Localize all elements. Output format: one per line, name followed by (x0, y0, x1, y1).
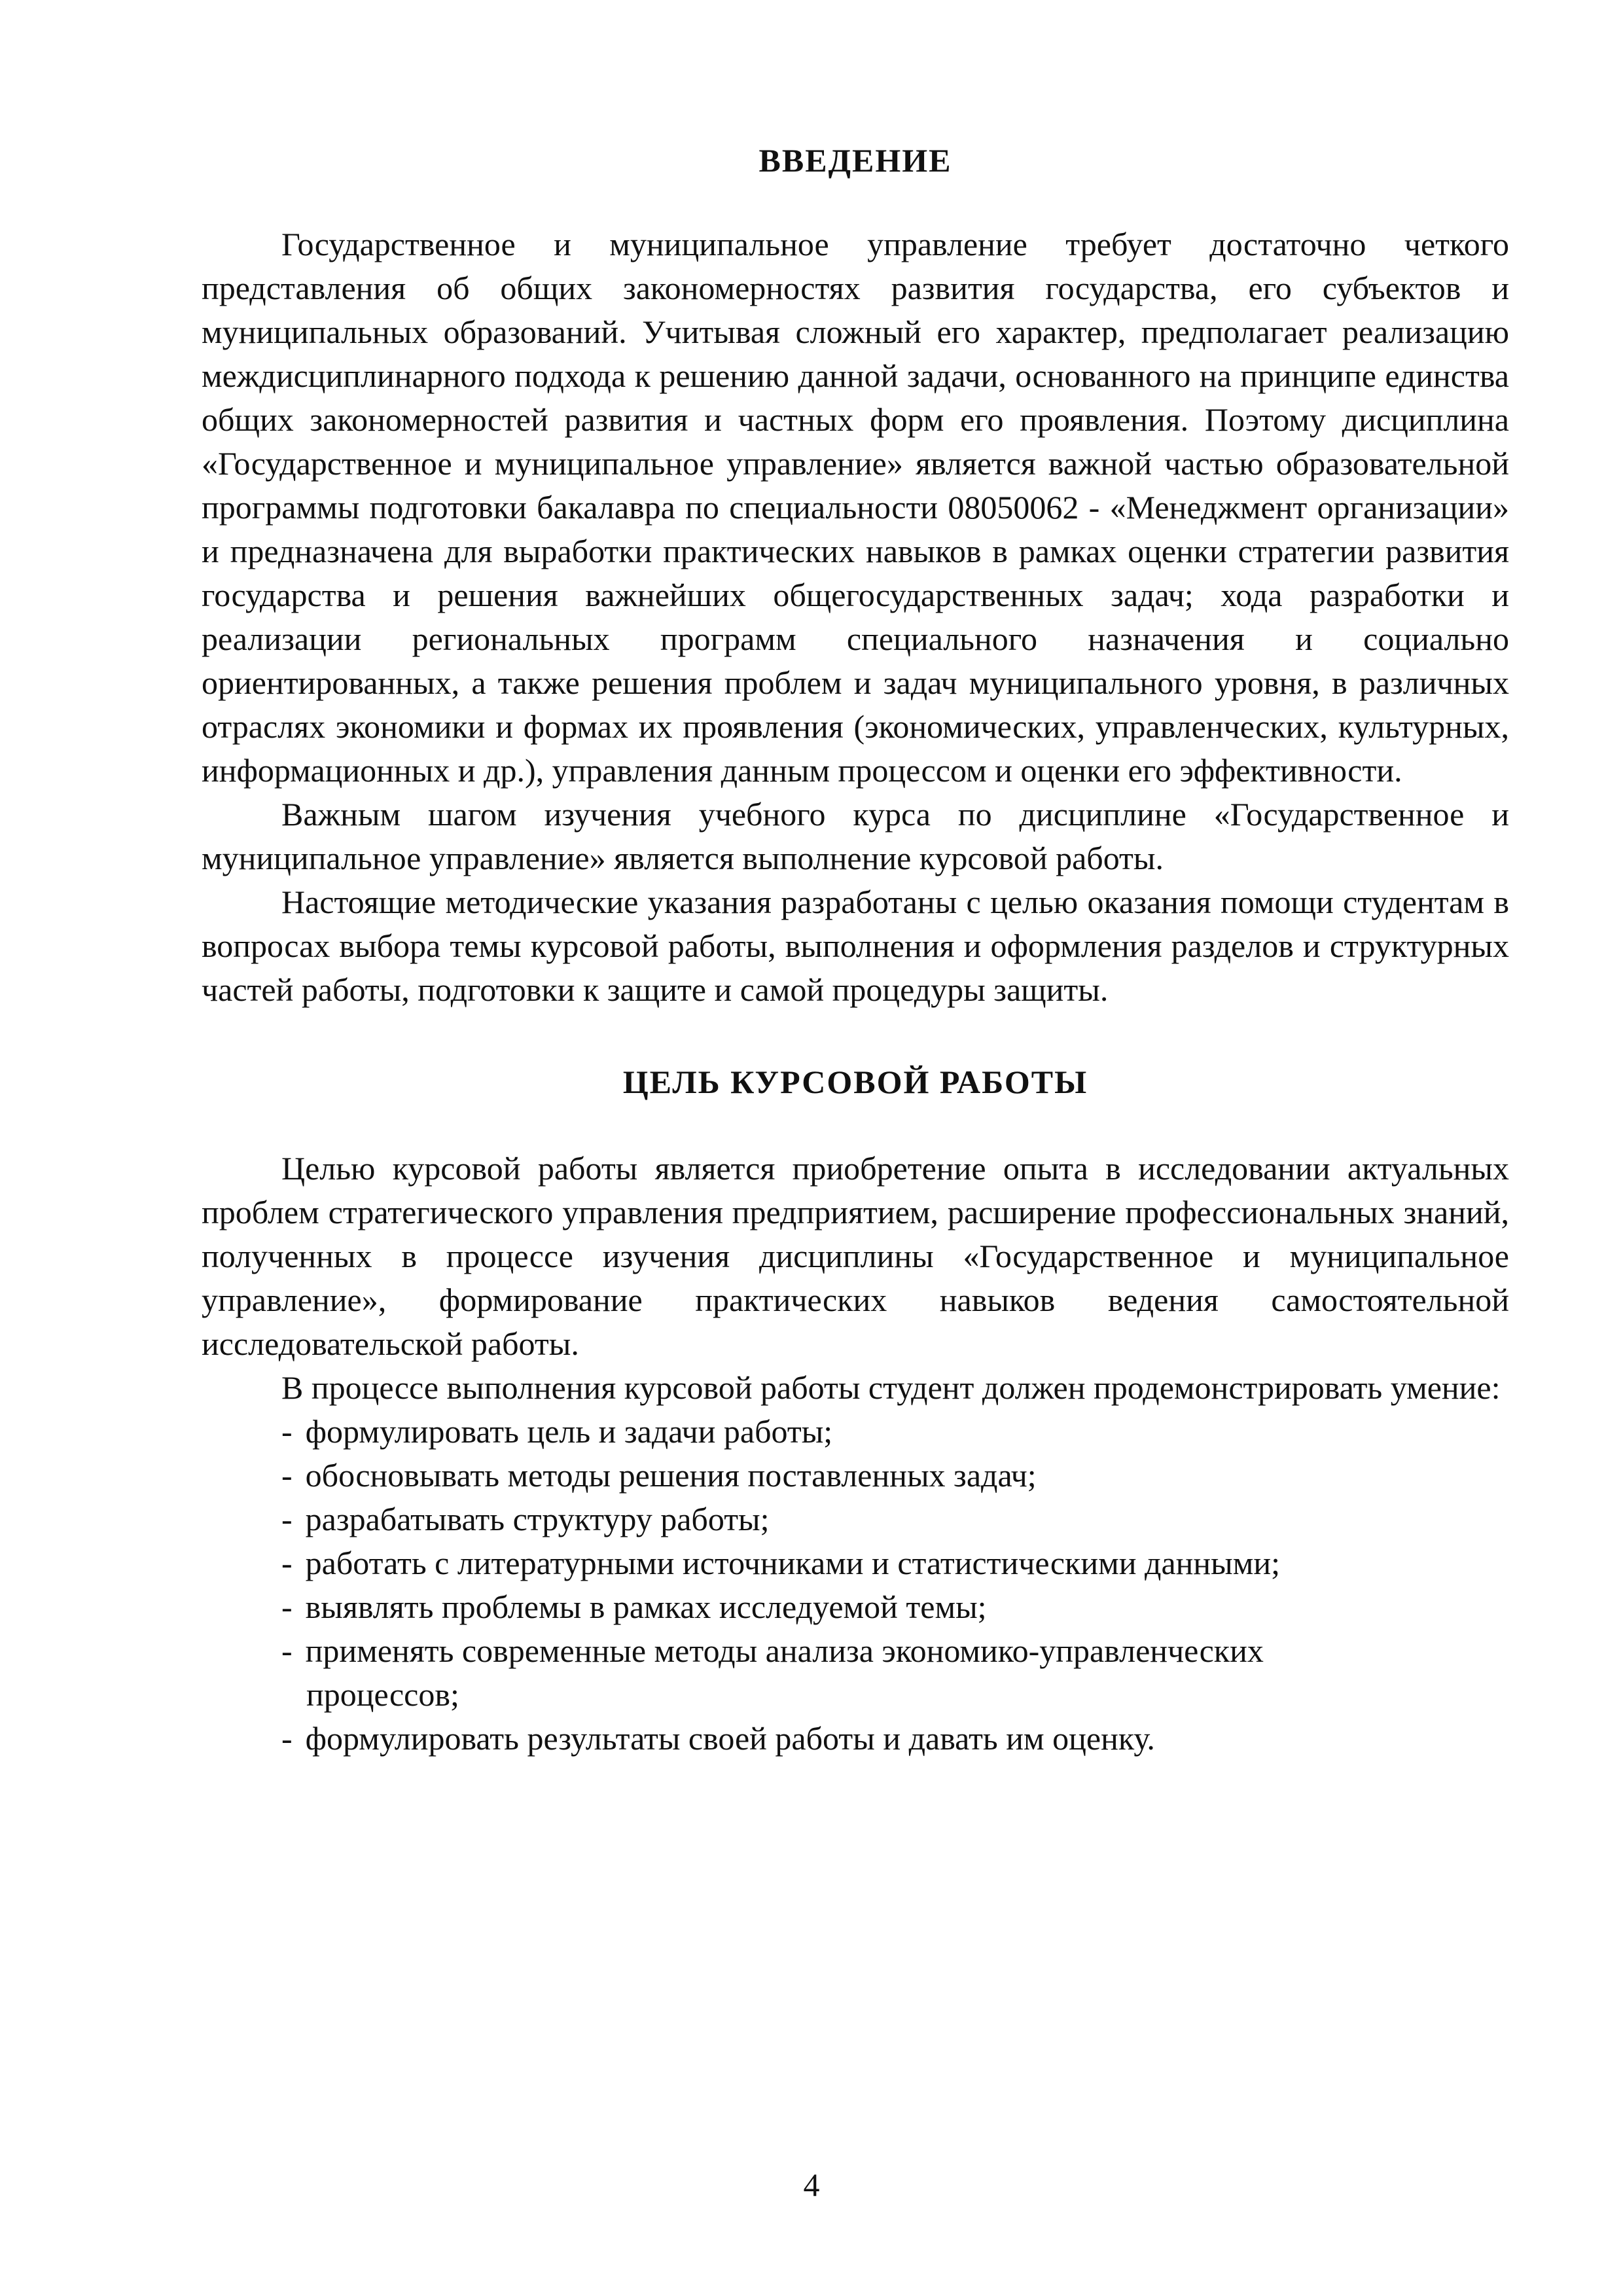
goal-heading: ЦЕЛЬ КУРСОВОЙ РАБОТЫ (622, 1064, 1088, 1100)
document-page (202, 131, 1509, 1761)
skills-list (202, 1410, 1509, 1761)
list-item-text: применять современные методы анализа экономико-управленческих процессов; (305, 1632, 1264, 1713)
list-item-text: формулировать результаты своей работы и давать им оценку. (305, 1720, 1155, 1757)
list-item (202, 1585, 1509, 1629)
list-dash: - (281, 1413, 293, 1450)
list-item-text: формулировать цель и задачи работы; (305, 1413, 833, 1450)
list-item-text: разрабатывать структуру работы; (305, 1501, 770, 1537)
intro-paragraph-3: Настоящие методические указания разработаны с целью оказания помощи студентам в вопросах выбора темы курсовой работы, выполнения и оформления разделов и структурных частей работы, подготовки к защите и самой процедуры защиты. (202, 884, 1509, 1008)
list-item-text: обосновывать методы решения поставленных задач; (305, 1457, 1037, 1494)
goal-paragraph-2: В процессе выполнения курсовой работы студент должен продемонстрировать умение: (281, 1369, 1501, 1406)
list-item-text: выявлять проблемы в рамках исследуемой темы; (305, 1588, 987, 1625)
goal-paragraph-1: Целью курсовой работы является приобретение опыта в исследовании актуальных проблем стратегического управления предприятием, расширение профессиональных знаний, полученных в процессе изучения дисциплины «Государственное и муниципальное управление», формирование практических навыков ведения самостоятельной исследовательской работы. (202, 1150, 1509, 1362)
list-item (202, 1541, 1509, 1585)
list-item (202, 1498, 1509, 1541)
intro-paragraph-2: Важным шагом изучения учебного курса по дисциплине «Государственное и муниципальное управление» является выполнение курсовой работы. (202, 796, 1509, 876)
intro-paragraph-1: Государственное и муниципальное управление требует достаточно четкого представления об общих закономерностях развития государства, его субъектов и муниципальных образований. Учитывая сложный его характер, предполагает реализацию междисциплинарного подхода к решению данной задачи, основанного на принципе единства общих закономерностей развития и частных форм его проявления. Поэтому дисциплина «Государственное и муниципальное управление» является важной частью образовательной программы подготовки бакалавра по специальности 08050062 - «Менеджмент организации» и предназначена для выработки практических навыков в рамках оценки стратегии развития государства и решения важнейших общегосударственных задач; хода разработки и реализации региональных программ специального назначения и социально ориентированных, а также решения проблем и задач муниципального уровня, в различных отраслях экономики и формах их проявления (экономических, управленческих, культурных, информационных и др.), управления данным процессом и оценки его эффективности. (202, 226, 1509, 789)
list-dash: - (281, 1501, 293, 1537)
list-item (202, 1454, 1509, 1498)
list-dash: - (281, 1457, 293, 1494)
list-item (202, 1717, 1509, 1761)
intro-heading: ВВЕДЕНИЕ (758, 142, 952, 179)
list-dash: - (281, 1588, 293, 1625)
list-item (202, 1410, 1509, 1454)
page-number: 4 (803, 2166, 820, 2203)
list-dash: - (281, 1545, 293, 1581)
list-item-text: работать с литературными источниками и статистическими данными; (305, 1545, 1281, 1581)
list-dash: - (281, 1720, 293, 1757)
list-item (202, 1629, 1509, 1717)
list-dash: - (281, 1632, 293, 1669)
